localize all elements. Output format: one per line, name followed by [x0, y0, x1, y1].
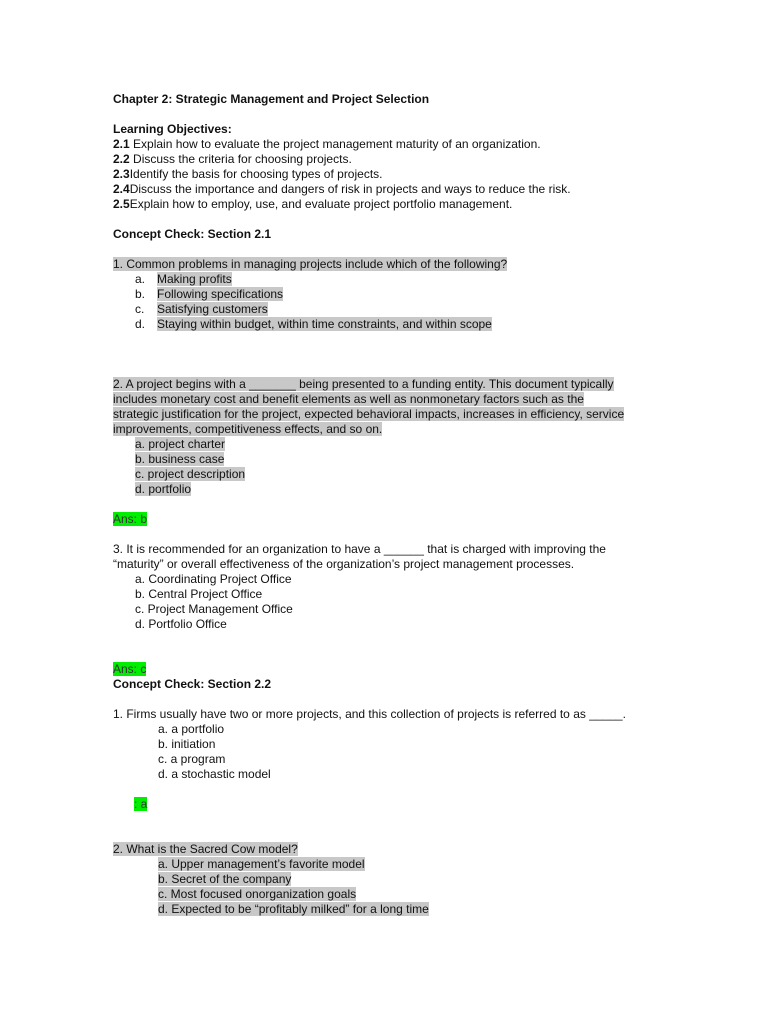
answer-option	[113, 887, 653, 902]
option-text: c. Most focused onorganization goals	[158, 887, 357, 901]
answer-option: c. a program	[158, 752, 226, 766]
answer-option	[113, 272, 653, 287]
question-text: includes monetary cost and benefit elements as well as nonmonetary factors such as the	[113, 392, 584, 406]
option-text: c. project description	[135, 467, 246, 481]
answer-key	[113, 512, 653, 527]
answer-option	[113, 287, 653, 302]
option-text: d. Expected to be “profitably milked” for a long time	[158, 902, 429, 916]
objective-text: Explain how to evaluate the project management maturity of an organization.	[129, 137, 541, 151]
option-text: d. portfolio	[135, 482, 192, 496]
objective-text: Discuss the criteria for choosing projects.	[129, 152, 352, 166]
option-text: a. Upper management’s favorite model	[158, 857, 365, 871]
section-2-1-heading: Concept Check: Section 2.1	[113, 227, 272, 241]
answer-option	[113, 467, 653, 482]
option-text: Making profits	[157, 272, 232, 286]
objective-text: Explain how to employ, use, and evaluate project portfolio management.	[129, 197, 513, 211]
question-2-line	[113, 407, 653, 422]
question-3-line: 3. It is recommended for an organization to have a ______ that is charged with improving the	[113, 542, 606, 556]
answer-option	[113, 902, 653, 917]
answer-option: d. a stochastic model	[158, 767, 271, 781]
answer-option	[113, 437, 653, 452]
answer-option	[113, 452, 653, 467]
answer-key	[113, 662, 653, 677]
option-letter: d.	[135, 317, 146, 331]
objective-text: Discuss the importance and dangers of risk in projects and ways to reduce the risk.	[129, 182, 571, 196]
question-2	[113, 842, 653, 857]
question-text: 1. Common problems in managing projects include which of the following?	[113, 257, 508, 271]
option-letter: a.	[135, 272, 146, 286]
option-text: Following specifications	[157, 287, 284, 301]
question-1: 1. Firms usually have two or more projects, and this collection of projects is referred to as _____.	[113, 707, 626, 721]
chapter-title: Chapter 2: Strategic Management and Project Selection	[113, 92, 430, 106]
question-2-line	[113, 392, 653, 407]
objective-item	[113, 167, 653, 182]
answer-option: c. Project Management Office	[135, 602, 293, 616]
option-letter: b.	[135, 287, 146, 301]
answer-option	[113, 482, 653, 497]
answer-key-text: Ans: c	[113, 662, 147, 676]
option-text: b. Secret of the company	[158, 872, 292, 886]
objective-number: 2.4	[113, 182, 130, 196]
option-letter: c.	[135, 302, 145, 316]
question-1	[113, 257, 653, 272]
answer-option	[113, 317, 653, 332]
question-3-line: “maturity” or overall effectiveness of the organization’s project management processes.	[113, 557, 575, 571]
objective-number: 2.3	[113, 167, 130, 181]
answer-option	[113, 857, 653, 872]
answer-option: b. initiation	[158, 737, 216, 751]
objective-text: Identify the basis for choosing types of projects.	[129, 167, 383, 181]
answer-key-text: Ans: b	[113, 512, 148, 526]
question-text: 2. A project begins with a _______ being presented to a funding entity. This document typically	[113, 377, 614, 391]
answer-option: a. a portfolio	[158, 722, 225, 736]
objective-number: 2.2	[113, 152, 130, 166]
answer-key	[113, 797, 653, 812]
option-text: Staying within budget, within time constraints, and within scope	[157, 317, 492, 331]
answer-option	[113, 302, 653, 317]
objective-item	[113, 197, 653, 212]
option-text: a. project charter	[135, 437, 226, 451]
answer-option: b. Central Project Office	[135, 587, 263, 601]
question-text: 2. What is the Sacred Cow model?	[113, 842, 298, 856]
option-text: Satisfying customers	[157, 302, 268, 316]
answer-key-text: : a	[134, 797, 148, 811]
answer-option: a. Coordinating Project Office	[135, 572, 292, 586]
option-text: b. business case	[135, 452, 225, 466]
question-text: improvements, competitiveness effects, and so on.	[113, 422, 383, 436]
document-page	[113, 92, 653, 917]
objective-number: 2.5	[113, 197, 130, 211]
objective-item	[113, 152, 653, 167]
answer-option	[113, 872, 653, 887]
question-text: strategic justification for the project, expected behavioral impacts, increases in efficiency, service	[113, 407, 625, 421]
objective-item	[113, 137, 653, 152]
objective-number: 2.1	[113, 137, 130, 151]
objectives-heading: Learning Objectives:	[113, 122, 232, 136]
objective-item	[113, 182, 653, 197]
section-2-2-heading: Concept Check: Section 2.2	[113, 677, 272, 691]
question-2-line	[113, 422, 653, 437]
answer-option: d. Portfolio Office	[135, 617, 227, 631]
question-2-line	[113, 377, 653, 392]
